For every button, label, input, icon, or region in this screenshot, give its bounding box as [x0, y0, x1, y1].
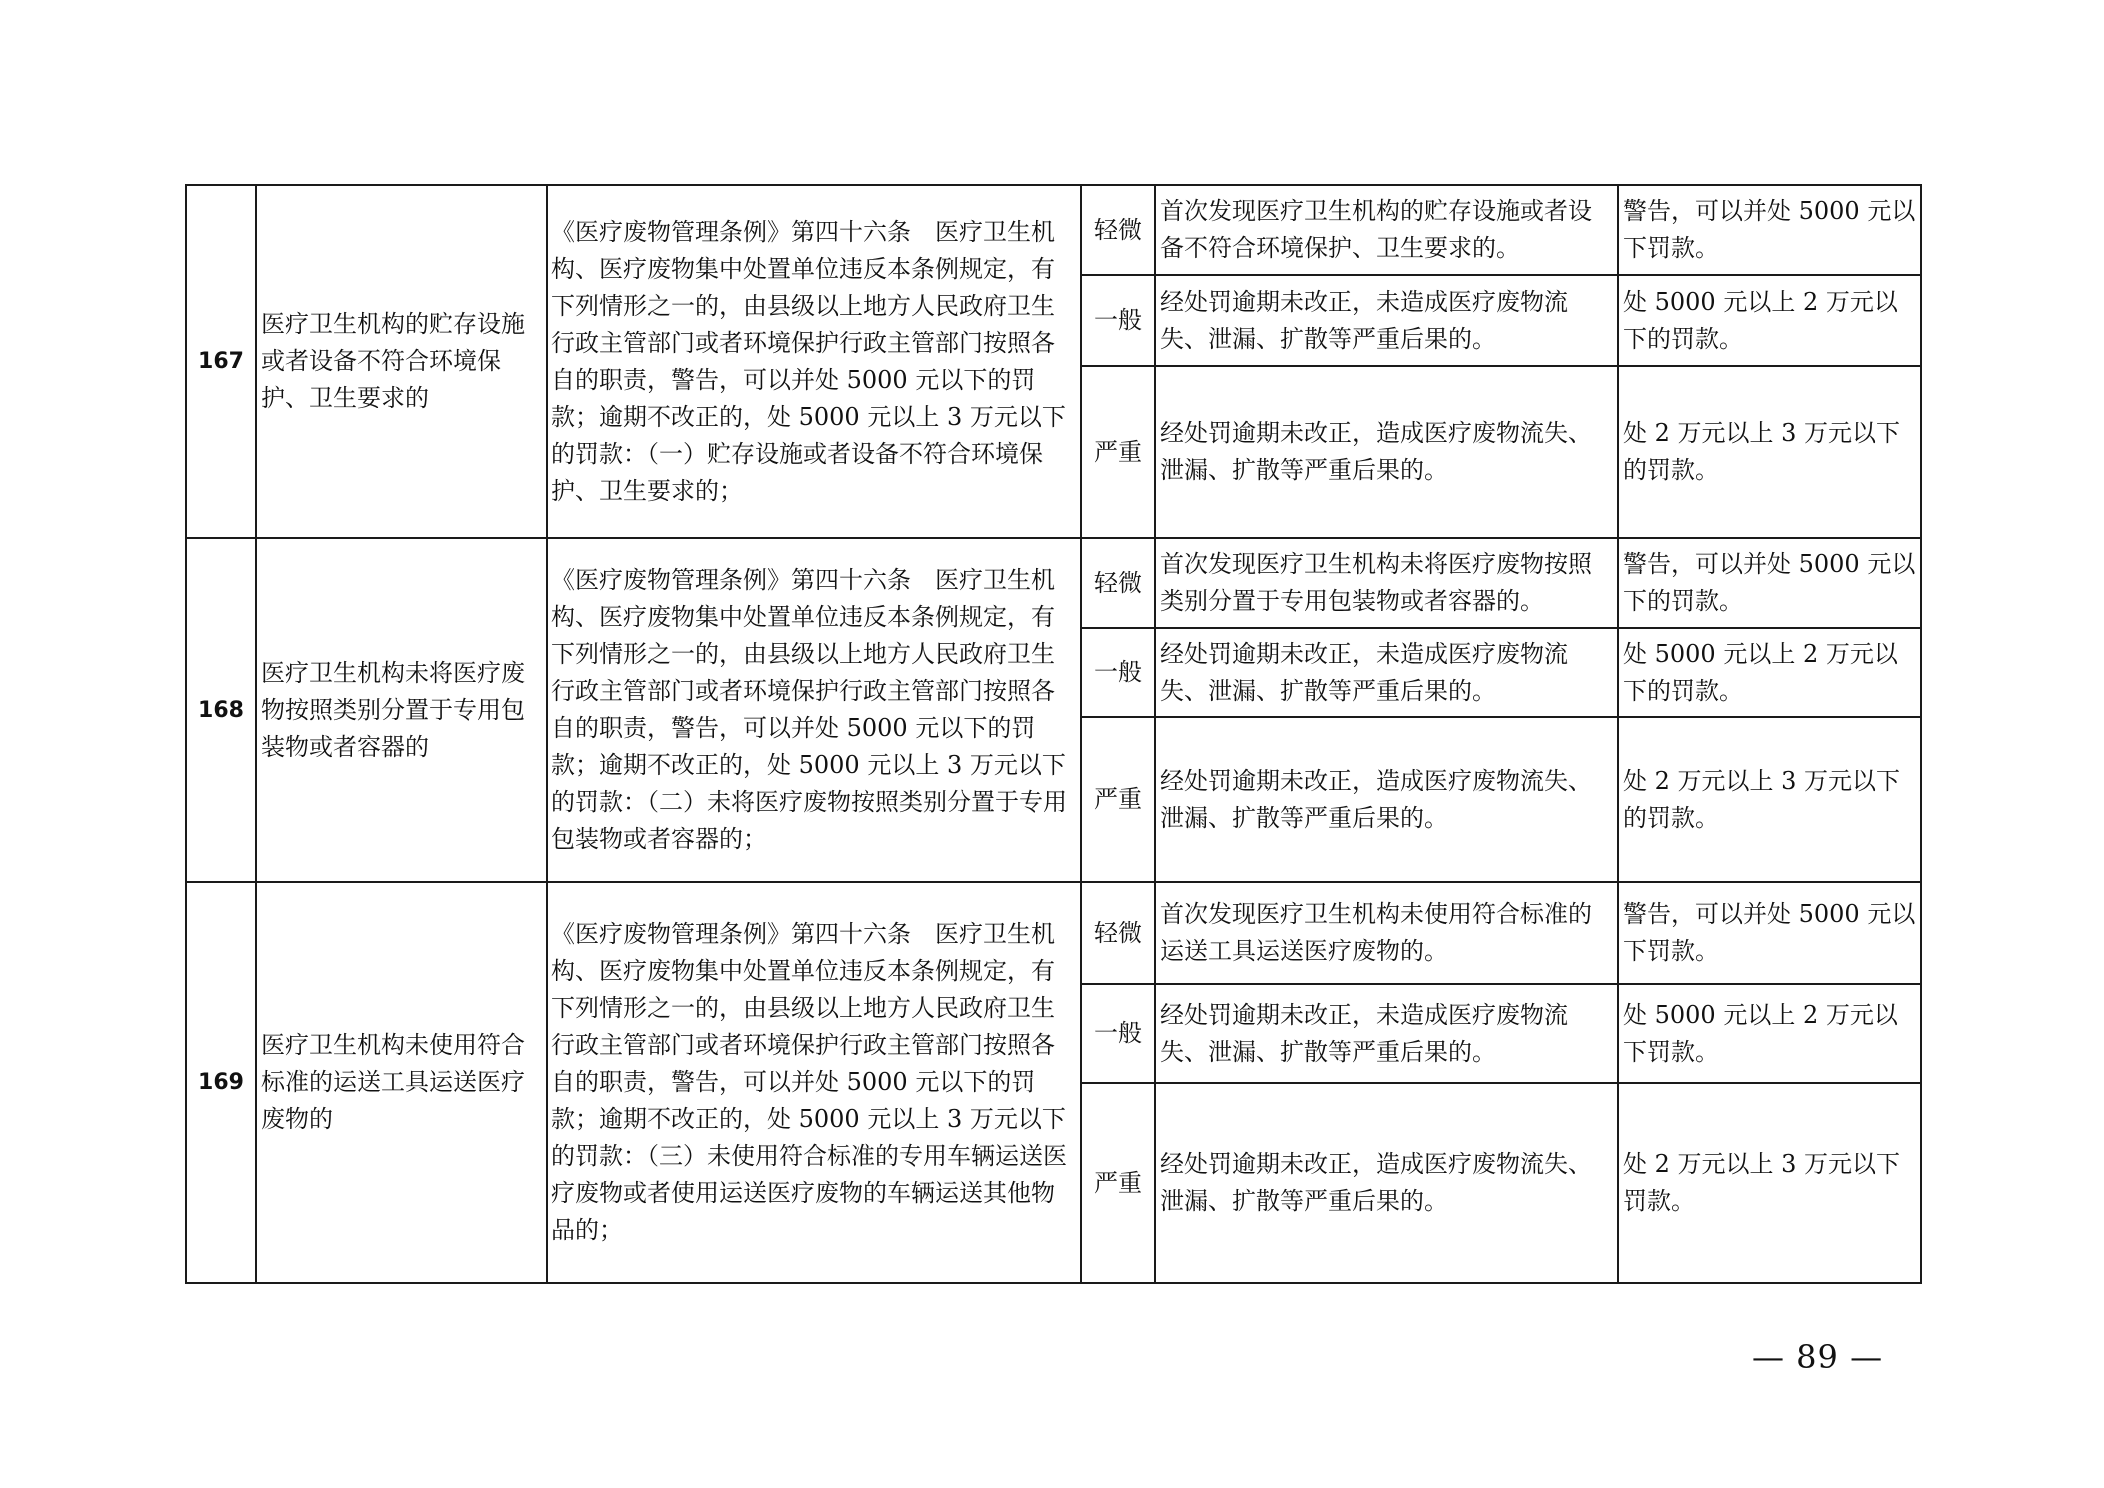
item-number: 169: [186, 882, 256, 1283]
violation-situation: 经处罚逾期未改正，造成医疗废物流失、泄漏、扩散等严重后果的。: [1155, 1083, 1618, 1283]
penalty-standard: 处 5000 元以上 2 万元以下的罚款。: [1618, 275, 1921, 366]
violation-situation: 经处罚逾期未改正，未造成医疗废物流失、泄漏、扩散等严重后果的。: [1155, 275, 1618, 366]
severity-level: 轻微: [1081, 882, 1155, 984]
violation-situation: 首次发现医疗卫生机构未使用符合标准的运送工具运送医疗废物的。: [1155, 882, 1618, 984]
severity-level: 一般: [1081, 275, 1155, 366]
severity-level: 严重: [1081, 1083, 1155, 1283]
severity-level: 轻微: [1081, 185, 1155, 275]
legal-basis: 《医疗废物管理条例》第四十六条 医疗卫生机构、医疗废物集中处置单位违反本条例规定，有下列情形之一的，由县级以上地方人民政府卫生行政主管部门或者环境保护行政主管部门按照各自的职责，警告，可以并处 5000 元以下的罚款；逾期不改正的，处 5000 元以上 3 万元以下的罚款：（三）未使用符合标准的专用车辆运送医疗废物或者使用运送医疗废物的车辆运送其他物品的；: [547, 882, 1081, 1283]
violation-situation: 经处罚逾期未改正，造成医疗废物流失、泄漏、扩散等严重后果的。: [1155, 717, 1618, 882]
penalty-standard: 处 2 万元以上 3 万元以下的罚款。: [1618, 717, 1921, 882]
table-row: [186, 185, 1921, 275]
legal-basis: 《医疗废物管理条例》第四十六条 医疗卫生机构、医疗废物集中处置单位违反本条例规定，有下列情形之一的，由县级以上地方人民政府卫生行政主管部门或者环境保护行政主管部门按照各自的职责，警告，可以并处 5000 元以下的罚款；逾期不改正的，处 5000 元以上 3 万元以下的罚款：（一）贮存设施或者设备不符合环境保护、卫生要求的；: [547, 185, 1081, 538]
penalty-standard: 警告，可以并处 5000 元以下的罚款。: [1618, 538, 1921, 628]
violation-description: 医疗卫生机构未将医疗废物按照类别分置于专用包装物或者容器的: [256, 538, 547, 882]
page-number: — 89 —: [1752, 1338, 1884, 1376]
violation-situation: 首次发现医疗卫生机构的贮存设施或者设备不符合环境保护、卫生要求的。: [1155, 185, 1618, 275]
severity-level: 严重: [1081, 717, 1155, 882]
violation-situation: 经处罚逾期未改正，未造成医疗废物流失、泄漏、扩散等严重后果的。: [1155, 984, 1618, 1083]
table-row: [186, 538, 1921, 628]
penalty-standards-table: [185, 184, 1922, 1284]
violation-description: 医疗卫生机构的贮存设施或者设备不符合环境保护、卫生要求的: [256, 185, 547, 538]
penalty-standard: 处 5000 元以上 2 万元以下的罚款。: [1618, 628, 1921, 717]
penalty-standard: 处 5000 元以上 2 万元以下罚款。: [1618, 984, 1921, 1083]
severity-level: 一般: [1081, 628, 1155, 717]
item-number: 167: [186, 185, 256, 538]
penalty-standard: 警告，可以并处 5000 元以下罚款。: [1618, 185, 1921, 275]
penalty-standard: 处 2 万元以上 3 万元以下的罚款。: [1618, 366, 1921, 538]
table-row: [186, 882, 1921, 984]
violation-situation: 首次发现医疗卫生机构未将医疗废物按照类别分置于专用包装物或者容器的。: [1155, 538, 1618, 628]
violation-description: 医疗卫生机构未使用符合标准的运送工具运送医疗废物的: [256, 882, 547, 1283]
penalty-standard: 处 2 万元以上 3 万元以下罚款。: [1618, 1083, 1921, 1283]
severity-level: 轻微: [1081, 538, 1155, 628]
legal-basis: 《医疗废物管理条例》第四十六条 医疗卫生机构、医疗废物集中处置单位违反本条例规定，有下列情形之一的，由县级以上地方人民政府卫生行政主管部门或者环境保护行政主管部门按照各自的职责，警告，可以并处 5000 元以下的罚款；逾期不改正的，处 5000 元以上 3 万元以下的罚款：（二）未将医疗废物按照类别分置于专用包装物或者容器的；: [547, 538, 1081, 882]
violation-situation: 经处罚逾期未改正，未造成医疗废物流失、泄漏、扩散等严重后果的。: [1155, 628, 1618, 717]
severity-level: 一般: [1081, 984, 1155, 1083]
penalty-standard: 警告，可以并处 5000 元以下罚款。: [1618, 882, 1921, 984]
item-number: 168: [186, 538, 256, 882]
severity-level: 严重: [1081, 366, 1155, 538]
violation-situation: 经处罚逾期未改正，造成医疗废物流失、泄漏、扩散等严重后果的。: [1155, 366, 1618, 538]
